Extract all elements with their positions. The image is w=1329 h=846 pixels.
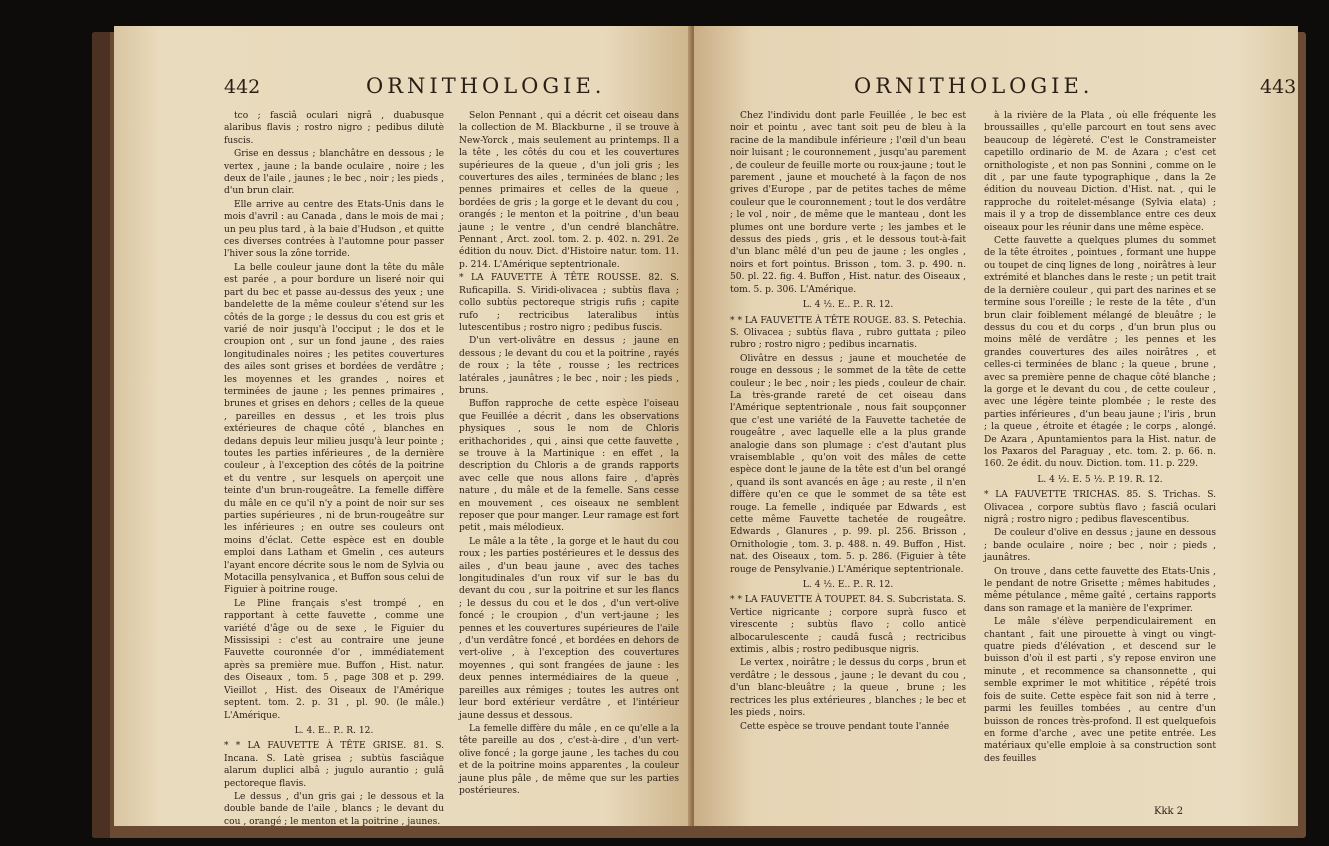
paragraph: Le vertex , noirâtre ; le dessus du corps , brun et verdâtre ; le dessous , jaune ; le devant du cou , d'un blanc-bleuâtre ; la queue , brune ; les rectrices les plus extérieures , blanches ; le bec et les pieds , noirs. bbox=[730, 658, 966, 719]
paragraph: On trouve , dans cette fauvette des Etats-Unis , le pendant de notre Grisette ; mêmes habitudes , même pétulance , même gaîté , certains rapports dans son ramage et la manière de l'exprimer. bbox=[984, 566, 1216, 614]
species-heading: * LA FAUVETTE À TÊTE ROUSSE. 82. S. Ruficapilla. S. Viridi-olivacea ; subtùs flava ; collo subtùs pectoreque strigis rufis ; capite rufo ; rectricibus lateralibus intùs lutescentibus ; rostro nigro ; pedibus fuscis. bbox=[459, 273, 679, 333]
paragraph: Grise en dessus ; blanchâtre en dessous ; le vertex , jaune ; la bande oculaire , noire ; les deux de l'aile , jaunes ; le bec , noir ; les pieds , d'un brun clair. bbox=[224, 149, 444, 197]
measurement-line: L. 4 ½. E.. P.. R. 12. bbox=[802, 580, 894, 591]
paragraph: Cette espèce se trouve pendant toute l'année bbox=[740, 721, 950, 732]
paragraph: Selon Pennant , qui a décrit cet oiseau dans la collection de M. Blackburne , il se trouve à New-Yorck , mais seulement au printemps. Il a la tête , les côtés du cou et les couvertures supérieures de la queue , d'un joli gris ; les couvertures des ailes , terminées de blanc ; les pennes primaires et celles de la queue , bordées de gris ; la gorge et le devant du cou , orangés ; le menton et la poitrine , d'un beau jaune ; le ventre , d'un cendré blanchâtre. Pennant , Arct. zool. tom. 2. p. 402. n. 291. 2e édition du nouv. Dict. d'Histoire natur. tom. 11. p. 214. L'Amérique septentrionale. bbox=[459, 111, 679, 270]
paragraph: Buffon rapproche de cette espèce l'oiseau que Feuillée a décrit , dans les observations physiques , sous le nom de Chloris erithachorides , qui , ainsi que cette fauvette , se trouve à la Martinique : en effet , la description du Chloris a de grands rapports avec celle que nous allons faire , d'après nature , du mâle et de la femelle. Sans cesse en mouvement , ces oiseaux ne semblent reposer que pour manger. Leur ramage est fort petit , mais mélodieux. bbox=[459, 399, 679, 534]
catchword: Kkk 2 bbox=[1154, 806, 1184, 817]
paragraph: De couleur d'olive en dessus ; jaune en dessous ; bande oculaire , noire ; bec , noir ; pieds , jaunâtres. bbox=[984, 528, 1216, 564]
species-heading: * * LA FAUVETTE À TÊTE GRISE. 81. S. Incana. S. Latè grisea ; subtùs fasciâque alarum duplici albâ ; jugulo aurantio ; gulâ pectoreque flavis. bbox=[224, 741, 444, 789]
paragraph: Le mâle a la tête , la gorge et le haut du cou roux ; les parties postérieures et le dessus des ailes , d'un beau jaune , avec des taches longitudinales d'un roux vif sur le bas du devant du cou , sur la poitrine et sur les flancs ; le dessus du cou et le dos , d'un vert-olive foncé ; le croupion , d'un vert-jaune ; les pennes et les couvertures supérieures de l'aile , d'un verdâtre foncé , et bordées en dehors de vert-olive , à l'exception des couvertures moyennes , qui sont frangées de jaune : les deux pennes intermédiaires de la queue , pareilles aux rémiges ; toutes les autres ont leur bord extérieur verdâtre , et l'intérieur jaune dessus et dessous. bbox=[459, 536, 679, 721]
paragraph: La femelle diffère du mâle , en ce qu'elle a la tête pareille au dos , c'est-à-dire , d'un vert-olive foncé ; la gorge jaune , les taches du cou et de la poitrine moins apparentes , la couleur jaune plus pâle , de même que sur les parties postérieures. bbox=[459, 723, 679, 796]
paragraph: Le Pline français s'est trompé , en rapportant à cette fauvette , comme une variété d'âge ou de sexe , le Figuier du Mississipi : c'est au contraire une jeune Fauvette couronnée d'or , immédiatement après sa première mue. Buffon , Hist. natur. des Oiseaux , tom. 5 , page 308 et p. 299. Vieillot , Hist. des Oiseaux de l'Amérique septent. tom. 2. p. 31 , pl. 90. (le mâle.) L'Amérique. bbox=[224, 598, 444, 721]
open-book bbox=[92, 26, 1306, 838]
right-column-2 bbox=[984, 110, 1216, 766]
paragraph: Chez l'individu dont parle Feuillée , le bec est noir et pointu , avec tant soit peu de bleu à la racine de la mandibule inférieure ; l'œil d'un beau noir luisant ; le couronnement , jusqu'au parement , de couleur de feuille morte ou roux-jaune ; tout le parement , jaune et moucheté à la façon de nos grives d'Europe , par de petites taches de même couleur que le couronnement ; tout le dos verdâtre ; le vol , noir , de même que le manteau , dont les plumes ont une bordure verte ; les jambes et le dessus des pieds , gris , et le dessous tout-à-fait d'un blanc mêlé d'un peu de jaune ; les ongles , noirs et fort pointus. Brisson , tom. 3. p. 490. n. 50. pl. 22. fig. 4. Buffon , Hist. natur. des Oiseaux , tom. 5. p. 306. L'Amérique. bbox=[730, 111, 966, 295]
paragraph: D'un vert-olivâtre en dessus ; jaune en dessous ; le devant du cou et la poitrine , rayés de roux ; la tête , rousse ; les rectrices latérales , jaunâtres ; le bec , noir ; les pieds , bruns. bbox=[459, 336, 679, 396]
measurement-line: L. 4. E.. P.. R. 12. bbox=[294, 725, 374, 736]
measurement-line: L. 4 ½. E.. P.. R. 12. bbox=[802, 300, 894, 311]
paragraph: à la rivière de la Plata , où elle fréquente les broussailles , qu'elle parcourt en tout sens avec beaucoup de légèreté. C'est le Constrameister capetillo ordinario de M. de Azara ; c'est cet ornithologiste , et non pas Sonnini , comme on le dit , par une faute typographique , dans la 2e édition du nouveau Diction. d'Hist. nat. , qui le rapproche du roitelet-mésange (Sylvia elata) ; mais il y a trop de dissemblance entre ces deux oiseaux pour les réunir dans une même espèce. bbox=[984, 111, 1216, 233]
species-heading: * * LA FAUVETTE À TÊTE ROUGE. 83. S. Petechia. S. Olivacea ; subtùs flava , rubro guttata ; pileo rubro ; rostro nigro ; pedibus incarnatis. bbox=[730, 315, 966, 351]
running-header-right: ORNITHOLOGIE. bbox=[854, 74, 1094, 98]
running-header-left: ORNITHOLOGIE. bbox=[366, 74, 606, 98]
page-number-left: 442 bbox=[224, 76, 261, 98]
paragraph: tco ; fasciâ oculari nigrâ , duabusque alaribus flavis ; rostro nigro ; pedibus dilutè fuscis. bbox=[224, 111, 444, 146]
right-page bbox=[694, 26, 1298, 826]
paragraph: Olivâtre en dessus ; jaune et mouchetée de rouge en dessous ; le sommet de la tête de cette couleur ; le bec , noir ; les pieds , couleur de chair. La très-grande rareté de cet oiseau dans l'Amérique septentrionale , nous fait soupçonner que c'est une variété de la Fauvette tachetée de rougeâtre , avec laquelle elle a la plus grande analogie dans son plumage : c'est d'autant plus vraisemblable , qu'on voit des mâles de cette espèce dont le jaune de la tête est d'un bel orangé , quand ils sont avancés en âge ; au reste , il n'en diffère qu'en ce que le sommet de sa tête est rouge. La femelle , indiquée par Edwards , est cette même Fauvette tachetée de rougeâtre. Edwards , Glanures , p. 99. pl. 256. Brisson , Ornithologie , tom. 3. p. 488. n. 49. Buffon , Hist. nat. des Oiseaux , tom. 5. p. 286. (Figuier à tête rouge de Pensylvanie.) L'Amérique septentrionale. bbox=[730, 353, 966, 575]
measurement-line: L. 4 ½. E. 5 ½. P. 19. R. 12. bbox=[1037, 474, 1163, 485]
cover-edge bbox=[92, 32, 110, 838]
paragraph: Elle arrive au centre des Etats-Unis dans le mois d'avril : au Canada , dans le mois de mai ; un peu plus tard , à la baie d'Hudson , et quitte ces diverses contrées à l'automne pour passer l'hiver sous la zône torride. bbox=[224, 199, 444, 260]
paragraph: Le mâle s'élève perpendiculairement en chantant , fait une pirouette à vingt ou vingt-quatre pieds d'élévation , et descend sur le buisson d'où il est parti , s'y repose environ une minute , et recommence sa chansonnette , qui semble exprimer le mot whititice , répété trois fois de suite. Cette espèce fait son nid à terre , parmi les feuilles tombées , au centre d'un buisson de ronces très-profond. Il est quelquefois en forme d'arche , avec une petite entrée. Les matériaux qu'elle emploie à sa construction sont des feuilles bbox=[984, 617, 1216, 764]
right-column-1 bbox=[730, 110, 966, 734]
species-heading: * LA FAUVETTE TRICHAS. 85. S. Trichas. S. Olivacea , corpore subtùs flavo ; fasciâ oculari nigrâ ; rostro nigro ; pedibus flavescentibus. bbox=[984, 490, 1216, 525]
paragraph: Le dessus , d'un gris gai ; le dessous et la double bande de l'aile , blancs ; le devant du cou , orangé ; le menton et la poitrine , jaunes. bbox=[224, 791, 444, 826]
page-number-right: 443 bbox=[1260, 76, 1297, 98]
paragraph: La belle couleur jaune dont la tête du mâle est parée , a pour bordure un liseré noir qui part du bec et passe au-dessus des yeux ; une bandelette de la même couleur s'étend sur les côtés de la gorge ; le dessus du cou est gris et varié de noir jusqu'à l'occiput ; le dos et le croupion ont , sur un fond jaune , des raies longitudinales noires ; les petites couvertures des ailes sont grises et bordées de verdâtre ; les moyennes et les grandes , noires et terminées de jaune ; les pennes primaires , brunes et grises en dehors ; celles de la queue , pareilles en dessus , et les trois plus extérieures de chaque côté , blanches en dedans depuis leur milieu jusqu'à leur pointe ; toutes les parties inférieures , de la dernière couleur , à l'exception des côtés de la poitrine et du ventre , sur lesquels on aperçoit une teinte d'un brun-rougeâtre. La femelle diffère du mâle en ce qu'il n'y a point de noir sur ses parties supérieures , ni de brun-rougeâtre sur les inférieures ; en outre ses couleurs ont moins d'éclat. Cette espèce est en double emploi dans Latham et Gmelin , ces auteurs l'ayant encore décrite sous le nom de Sylvia ou Motacilla pensylvanica , et Buffon sous celui de Figuier à poitrine rouge. bbox=[224, 262, 444, 596]
left-column-1 bbox=[224, 110, 444, 826]
species-heading: * * LA FAUVETTE À TOUPET. 84. S. Subcristata. S. Vertice nigricante ; corpore suprà fusco et virescente ; subtùs flavo ; collo anticè albocarulescente ; caudâ fuscâ ; rectricibus extimis , albis ; rostro pedibusque nigris. bbox=[730, 595, 966, 656]
left-page bbox=[114, 26, 692, 826]
paragraph: Cette fauvette a quelques plumes du sommet de la tête étroites , pointues , formant une huppe ou toupet de cinq lignes de long , noirâtres à leur extrémité et blanches dans le reste ; un petit trait de la dernière couleur , qui part des narines et se termine sous l'oreille ; le reste de la tête , d'un brun clair foiblement mélangé de bleuâtre ; le dessus du cou et du corps , d'un brun plus ou moins mêlé de verdâtre ; les pennes et les grandes couvertures des ailes noirâtres , et celles-ci terminées de blanc ; la queue , brune , avec sa première penne de chaque côté blanche ; la gorge et le devant du cou , de cette couleur , avec une légère teinte plombée ; le reste des parties inférieures , d'un beau jaune ; l'iris , brun ; la queue , étroite et étagée ; le corps , alongé. De Azara , Apuntamientos para la Hist. natur. de los Paxaros del Paraguay , etc. tom. 2. p. 66. n. 160. 2e édit. du nouv. Diction. tom. 11. p. 229. bbox=[984, 236, 1216, 470]
left-column-2 bbox=[459, 110, 679, 798]
